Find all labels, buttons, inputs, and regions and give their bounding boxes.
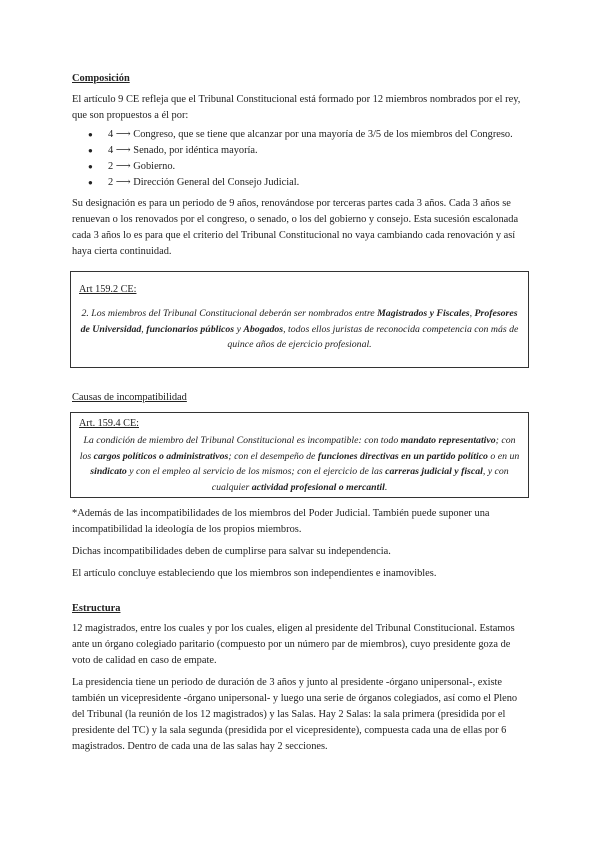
composicion-paragraph: Su designación es para un periodo de 9 años, renovándose por terceras partes cada 3 años. Cada 3 años se renuevan o los renovados por el congreso, o senado, o los del gobierno y consejo. Esta sucesión escalonada cada 3 años lo es para que el criterio del Tribunal Constitucional no vaya cambiando cada renovación y así haya cierta continuidad.: [72, 198, 519, 257]
art-159-2-reference: Art 159.2 CE:: [79, 284, 137, 295]
quote-bold: funciones directivas en un partido político: [317, 450, 488, 462]
composicion-intro: El artículo 9 CE refleja que el Tribunal Constitucional está formado por 12 miembros nombrados por el rey, que son propuestos a él por:: [72, 94, 521, 121]
estructura-paragraph-2: La presidencia tiene un periodo de duración de 3 años y junto al presidente -órgano unipersonal-, existe también un vicepresidente -órgano unipersonal- y luego una serie de órganos colegiados, así como el Pleno del Tribunal (la reunión de los 12 magistrados) y las Salas. Hay 2 Salas: la sala primera (presidida por el presidente del TC) y la sala segunda (presidida por el vicepresidente), compuesta cada una de ellas por 6 magistrados. Dentro de cada una de las salas hay 2 secciones.: [72, 677, 518, 752]
quote-text: 2. Los miembros del Tribunal Constitucional deberán ser nombrados entre: [81, 308, 378, 319]
art-159-4-box: [70, 412, 529, 498]
quote-text: .: [384, 481, 388, 493]
quote-bold: Abogados: [243, 323, 284, 335]
quote-text: o en un: [487, 450, 520, 462]
quote-text: , y con cualquier: [211, 466, 509, 493]
composicion-section: [72, 71, 528, 260]
incompatibilidad-notes: [72, 506, 528, 582]
quote-bold: mandato representativo: [400, 435, 496, 446]
quote-text: ; con los: [79, 435, 516, 462]
quote-text: ; con el desempeño de: [228, 450, 318, 462]
estructura-heading: Estructura: [72, 603, 121, 614]
proposal-list: [72, 127, 528, 191]
incompatibilidad-note: *Además de las incompatibilidades de los miembros del Poder Judicial. También puede suponer una incompatibilidad la ideología de los propios miembros.: [72, 508, 490, 535]
art-159-4-quote: [79, 433, 520, 495]
independence-paragraph: Dichas incompatibilidades deben de cumplirse para salvar su independencia.: [72, 546, 391, 557]
art-159-2-quote: [79, 306, 520, 353]
quote-text: ,: [469, 308, 475, 319]
art-159-2-box: [70, 271, 529, 368]
quote-bold: funcionarios públicos: [146, 323, 235, 335]
quote-bold: Profesores de Universidad: [80, 308, 518, 335]
quote-bold: carreras judicial y fiscal: [385, 466, 483, 477]
quote-text: La condición de miembro del Tribunal Constitucional es incompatible: con todo: [83, 435, 401, 446]
quote-bold: sindicato: [90, 466, 127, 477]
estructura-section: [72, 601, 528, 755]
composicion-heading: Composición: [72, 73, 130, 84]
quote-bold: Magistrados y Fiscales: [377, 308, 470, 319]
incompatibilidad-heading: Causas de incompatibilidad: [72, 392, 187, 403]
list-item: ● 2 ⟶ Dirección General del Consejo Judicial.: [72, 175, 528, 191]
list-item: ● 4 ⟶ Senado, por idéntica mayoría.: [72, 143, 528, 159]
art-159-4-reference: Art. 159.4 CE:: [79, 418, 139, 429]
list-item: ● 4 ⟶ Congreso, que se tiene que alcanzar por una mayoría de 3/5 de los miembros del Congreso.: [72, 127, 528, 143]
quote-text: ,: [141, 323, 147, 335]
estructura-paragraph-1: 12 magistrados, entre los cuales y por los cuales, eligen al presidente del Tribunal Constitucional. Estamos ante un órgano colegiado paritario (compuesto por un número par de miembros), cuyo presidente goza de voto de calidad en caso de empate.: [72, 623, 515, 666]
list-item: ● 2 ⟶ Gobierno.: [72, 159, 528, 175]
quote-bold: actividad profesional o mercantil: [251, 481, 385, 493]
quote-text: , todos ellos juristas de reconocida competencia con más de quince años de ejercicio profesional.: [227, 323, 519, 350]
quote-bold: cargos políticos o administrativos: [93, 450, 229, 462]
quote-text: y: [234, 323, 244, 335]
inamovibles-paragraph: El artículo concluye estableciendo que los miembros son independientes e inamovibles.: [72, 568, 437, 579]
incompatibilidad-heading-wrap: [72, 390, 528, 406]
quote-text: y con el empleo al servicio de los mismos; con el ejercicio de las: [126, 466, 386, 477]
